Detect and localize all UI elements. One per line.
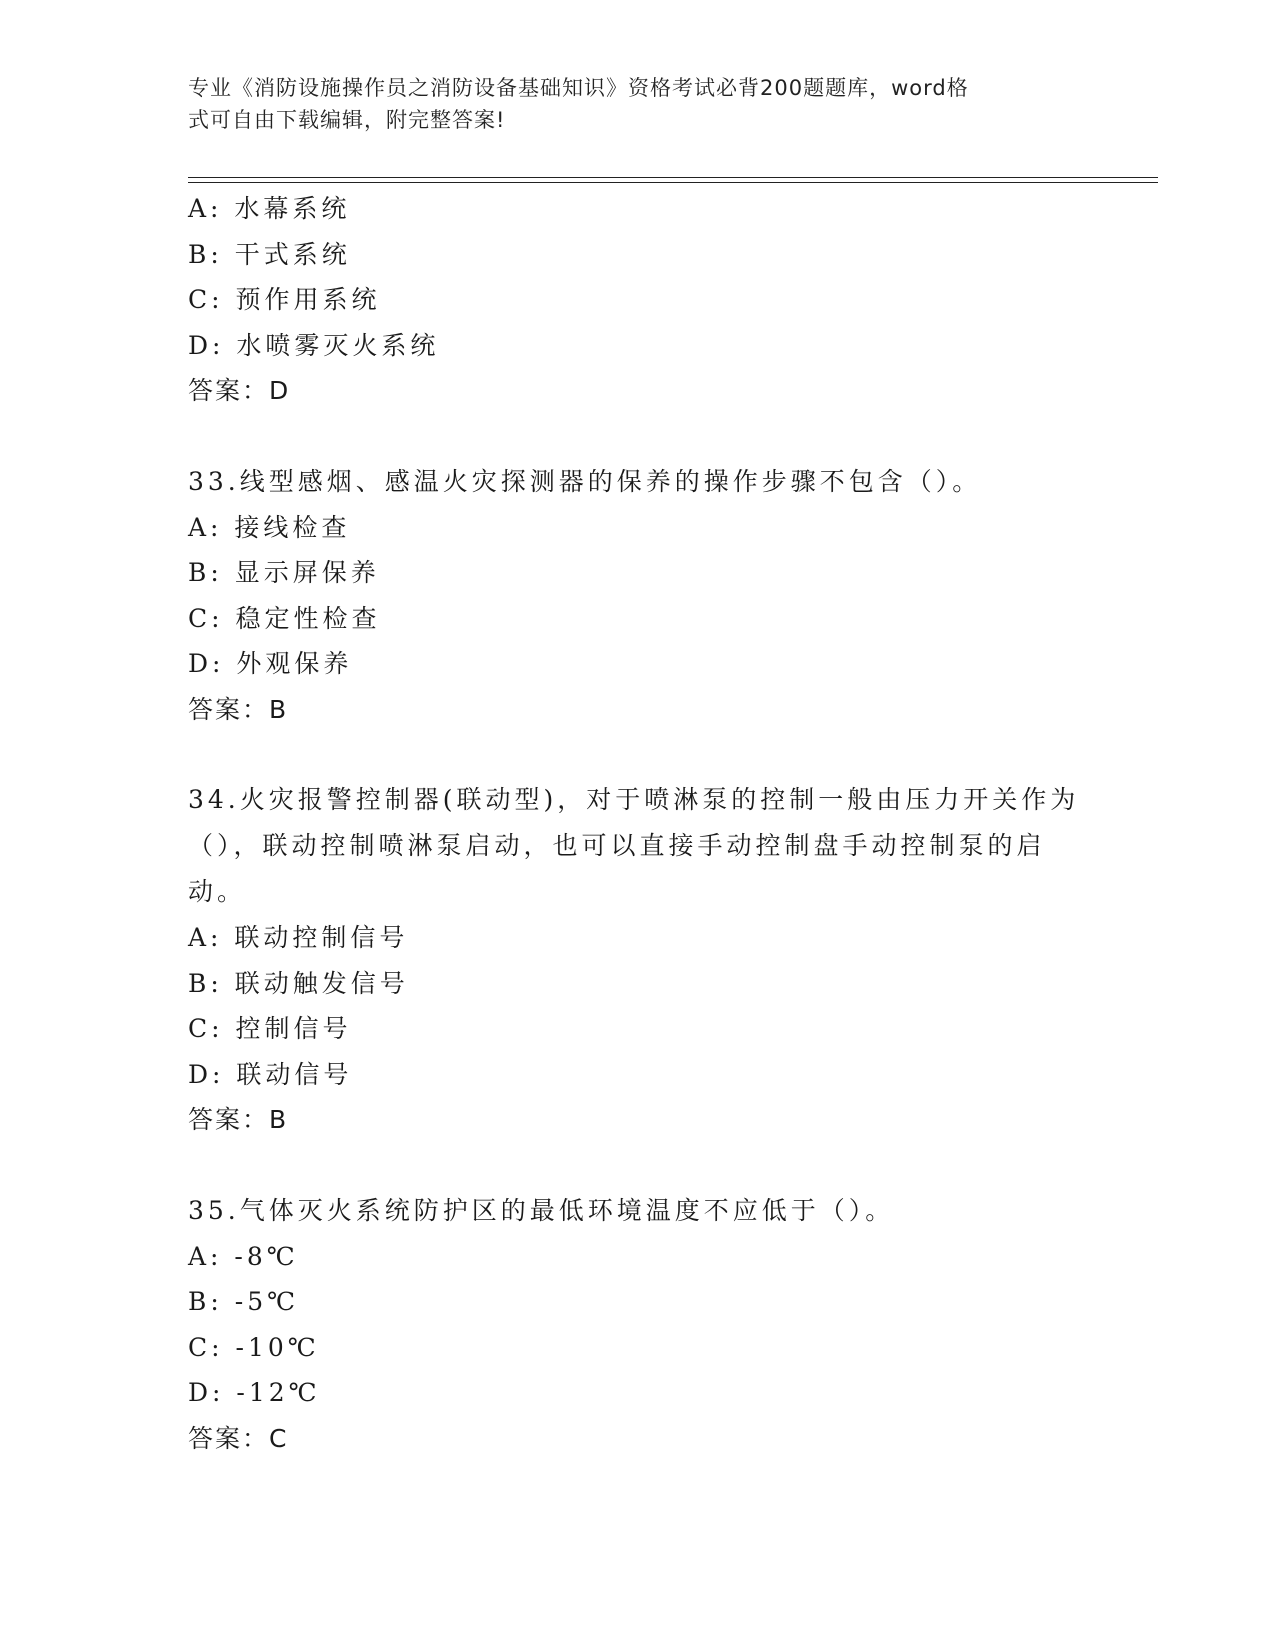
answer-line: 答案：B bbox=[188, 1105, 289, 1134]
question-stem-line-2: （），联动控制喷淋泵启动，也可以直接手动控制盘手动控制泵的启 bbox=[188, 831, 1046, 860]
option-a: A: -8℃ bbox=[188, 1241, 299, 1271]
answer-line: 答案：C bbox=[188, 1423, 289, 1453]
question-stem: 35.气体灭火系统防护区的最低环境温度不应低于（）。 bbox=[188, 1195, 895, 1225]
option-d: D: 联动信号 bbox=[188, 1059, 353, 1089]
option-d: D: -12℃ bbox=[188, 1378, 321, 1407]
option-a: A: 水幕系统 bbox=[188, 194, 351, 223]
option-b: B: 联动触发信号 bbox=[188, 968, 409, 998]
header-divider-top bbox=[188, 177, 1158, 178]
option-c: C: 控制信号 bbox=[188, 1014, 352, 1043]
option-a: A: 联动控制信号 bbox=[188, 923, 409, 952]
question-33 bbox=[188, 459, 1088, 733]
question-32 bbox=[188, 186, 1088, 414]
option-d: D: 外观保养 bbox=[188, 649, 353, 678]
question-stem: 33.线型感烟、感温火灾探测器的保养的操作步骤不包含（）。 bbox=[188, 466, 982, 496]
question-stem-line-3: 动。 bbox=[188, 877, 247, 906]
option-b: B: 显示屏保养 bbox=[188, 558, 380, 587]
option-d: D: 水喷雾灭火系统 bbox=[188, 330, 440, 360]
question-stem-line-1: 34.火灾报警控制器(联动型)，对于喷淋泵的控制一般由压力开关作为 bbox=[188, 785, 1080, 814]
answer-line: 答案：B bbox=[188, 694, 289, 724]
answer-line: 答案：D bbox=[188, 376, 291, 405]
option-a: A: 接线检查 bbox=[188, 512, 351, 542]
question-34 bbox=[188, 777, 1088, 1143]
question-list bbox=[188, 186, 1088, 1461]
option-b: B: 干式系统 bbox=[188, 239, 351, 269]
option-c: C: 预作用系统 bbox=[188, 285, 381, 314]
option-c: C: 稳定性检查 bbox=[188, 603, 381, 633]
header-line-1: 专业《消防设施操作员之消防设备基础知识》资格考试必背200题题库，word格 bbox=[188, 76, 969, 100]
document-header bbox=[188, 72, 1068, 136]
option-c: C: -10℃ bbox=[188, 1332, 320, 1362]
header-line-2: 式可自由下载编辑，附完整答案! bbox=[188, 108, 506, 132]
question-35 bbox=[188, 1188, 1088, 1462]
header-divider-bottom bbox=[188, 182, 1158, 183]
option-b: B: -5℃ bbox=[188, 1287, 300, 1316]
